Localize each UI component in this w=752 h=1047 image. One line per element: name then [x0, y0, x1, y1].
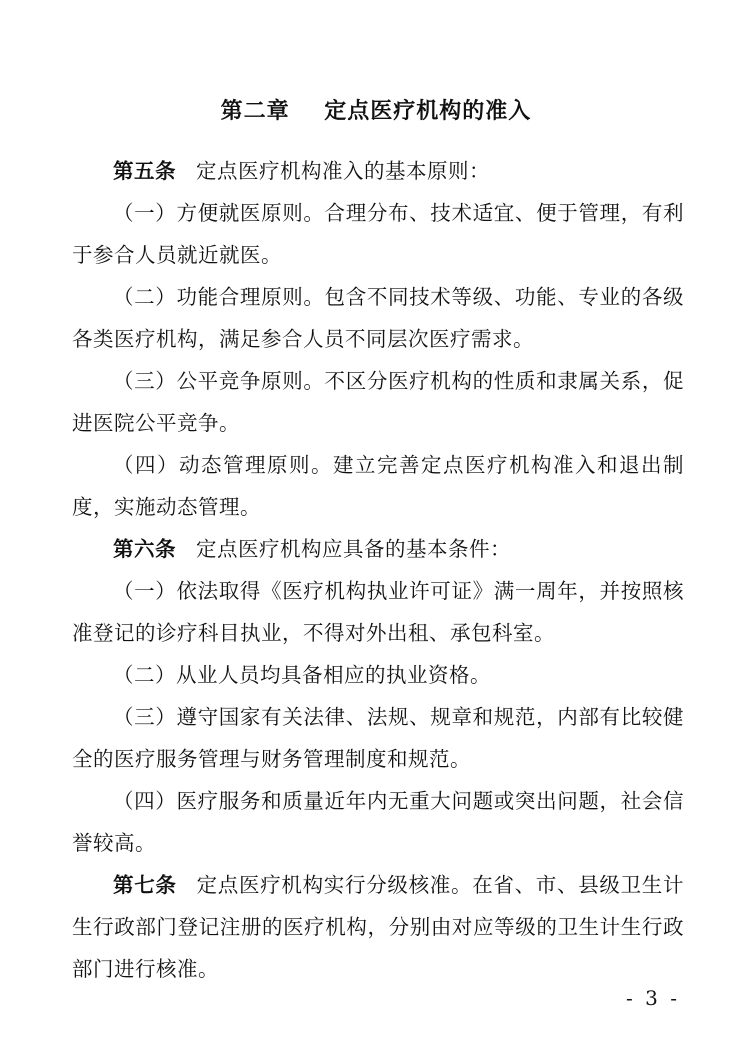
paragraph-text: （二）从业人员均具备相应的执业资格。	[113, 663, 491, 687]
article-paragraph	[72, 864, 684, 990]
paragraph-text: （四）动态管理原则。建立完善定点医疗机构准入和退出制度，实施动态管理。	[72, 453, 684, 519]
article-heading: 第七条	[113, 873, 177, 897]
clause-paragraph	[72, 276, 684, 360]
paragraph-text: 定点医疗机构准入的基本原则：	[196, 159, 490, 183]
article-paragraph	[72, 150, 684, 192]
article-paragraph	[72, 528, 684, 570]
paragraph-text: （四）医疗服务和质量近年内无重大问题或突出问题，社会信誉较高。	[72, 789, 684, 855]
document-body	[72, 150, 684, 990]
paragraph-text: 定点医疗机构实行分级核准。在省、市、县级卫生计生行政部门登记注册的医疗机构，分别由对应等级的卫生计生行政部门进行核准。	[72, 873, 685, 981]
clause-paragraph	[72, 444, 684, 528]
article-heading: 第六条	[113, 537, 176, 561]
clause-paragraph	[72, 360, 684, 444]
clause-paragraph	[72, 570, 684, 654]
paragraph-text: （三）公平竞争原则。不区分医疗机构的性质和隶属关系，促进医院公平竞争。	[72, 369, 684, 435]
paragraph-text: （一）依法取得《医疗机构执业许可证》满一周年，并按照核准登记的诊疗科目执业，不得对外出租、承包科室。	[72, 579, 684, 645]
page-number: - 3 -	[626, 986, 680, 1010]
paragraph-text: （二）功能合理原则。包含不同技术等级、功能、专业的各级各类医疗机构，满足参合人员不同层次医疗需求。	[72, 285, 684, 351]
clause-paragraph	[72, 696, 684, 780]
chapter-title: 第二章 定点医疗机构的准入	[220, 99, 532, 124]
article-heading: 第五条	[113, 159, 176, 183]
paragraph-text: （一）方便就医原则。合理分布、技术适宜、便于管理，有利于参合人员就近就医。	[72, 201, 684, 267]
clause-paragraph	[72, 192, 684, 276]
clause-paragraph	[72, 780, 684, 864]
paragraph-text: 定点医疗机构应具备的基本条件：	[196, 537, 511, 561]
clause-paragraph	[72, 654, 684, 696]
paragraph-text: （三）遵守国家有关法律、法规、规章和规范，内部有比较健全的医疗服务管理与财务管理制度和规范。	[72, 705, 684, 771]
